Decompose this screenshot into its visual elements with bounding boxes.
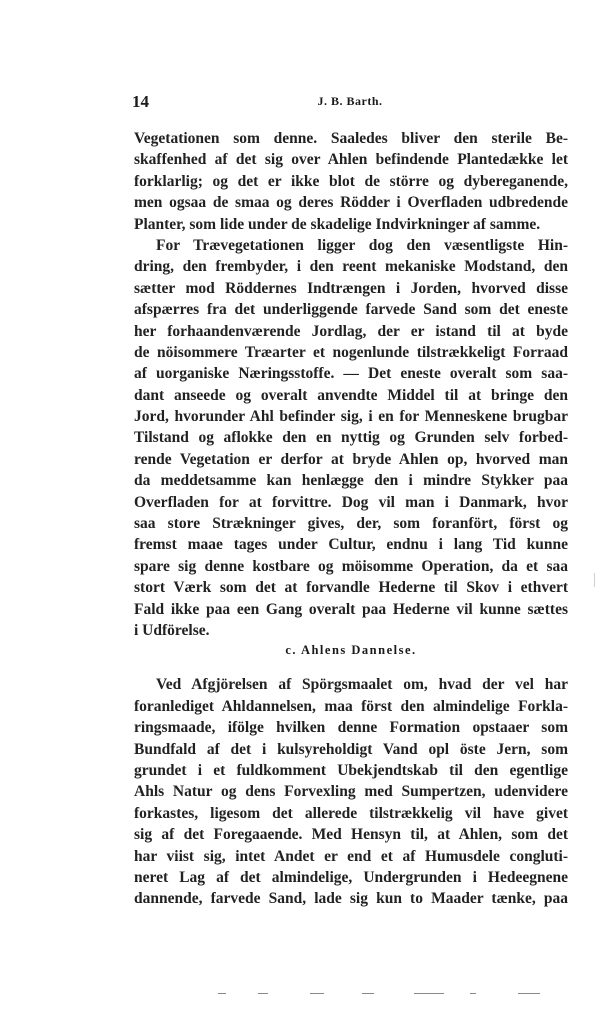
- text-line: grundet i et fuldkomment Ubekjendtskab til den egentlige: [134, 761, 568, 779]
- text-line: Planter, som lide under de skadelige Indvirkninger af samme.: [134, 215, 541, 233]
- text-line: forkastes, ligesom det allerede tilstrækkelig vil have givet: [134, 804, 568, 822]
- text-line: sig af det Foregaaende. Med Hensyn til, at Ahlen, som det: [134, 826, 568, 844]
- text-line: foranlediget Ahldannelsen, maa först den almindelige Forkla-: [134, 697, 568, 715]
- text-line: Bundfald af det i kulsyreholdigt Vand opl öste Jern, som: [134, 740, 568, 758]
- text-line: i Udförelse.: [134, 621, 210, 639]
- text-line: Ahls Natur og dens Forvexling med Sumpertzen, udenvidere: [134, 783, 568, 801]
- footer-scan-marks: [218, 990, 548, 998]
- text-line: ringsmaade, ifölge hvilken denne Formation opstaaer som: [134, 719, 568, 737]
- text-line: Jord, hvorunder Ahl befinder sig, i en for Menneskene brugbar: [134, 408, 568, 426]
- text-line: sætter mod Röddernes Indtrængen i Jorden, hvorved disse: [134, 279, 568, 297]
- text-line: For Trævegetationen ligger dog den væsentligste Hin-: [156, 236, 568, 254]
- text-line: de nöisommere Træarter et nogenlunde tilstrækkeligt Forraad: [134, 343, 568, 361]
- page-header: [132, 92, 568, 114]
- text-line: rende Vegetation er derfor at bryde Ahlen op, hvorved man: [134, 450, 568, 468]
- paragraph-3: [134, 674, 568, 909]
- text-line: fremst maae tages under Cultur, endnu i lang Tid kunne: [134, 536, 568, 554]
- text-line: saa store Strækninger gives, der, som foranfört, först og: [134, 515, 568, 533]
- text-line: da meddetsamme kan henlægge den i mindre Stykker paa: [134, 472, 568, 490]
- text-line: forklarlig; og det er ikke blot de större og dybereganende,: [134, 172, 568, 190]
- text-line: Fald ikke paa een Gang overalt paa Hederne vil kunne sættes: [134, 600, 568, 618]
- paragraph-2: [134, 235, 568, 641]
- page-body: [134, 128, 568, 910]
- text-line: Overfladen for at forvittre. Dog vil man i Danmark, hvor: [134, 493, 568, 511]
- text-line: dring, den frembyder, i den reent mekaniske Modstand, den: [134, 258, 568, 276]
- page-number: 14: [132, 92, 149, 111]
- text-line: neret Lag af det almindelige, Undergrunden i Hedeegnene: [134, 868, 568, 886]
- text-line: Ved Afgjörelsen af Spörgsmaalet om, hvad der vel har: [156, 676, 568, 694]
- text-line: Vegetationen som denne. Saaledes bliver den sterile Be-: [134, 130, 568, 147]
- text-line: afspærres fra det underliggende farvede Sand som det eneste: [134, 301, 568, 319]
- text-line: af uorganiske Næringsstoffe. — Det eneste overalt som saa-: [134, 365, 568, 383]
- text-line: dant anseede og overalt anvendte Middel til at bringe den: [134, 386, 568, 404]
- text-line: har viist sig, intet Andet er end et af Humusdele congluti-: [134, 847, 568, 865]
- paragraph-1: [134, 128, 568, 235]
- text-line: stort Værk som det at forvandle Hederne til Skov i ethvert: [134, 579, 568, 597]
- text-line: spare sig denne kostbare og möisomme Operation, da et saa: [134, 557, 568, 575]
- margin-speck: [594, 573, 595, 587]
- text-line: dannende, farvede Sand, lade sig kun to Maader tænke, paa: [134, 890, 568, 908]
- running-head: J. B. Barth.: [317, 94, 383, 108]
- text-line: Tilstand og aflokke den en nyttig og Grunden selv forbed-: [134, 429, 568, 447]
- section-heading: c. Ahlens Dannelse.: [285, 643, 417, 658]
- text-line: her forhaandenværende Jordlag, der er istand til at byde: [134, 322, 568, 340]
- text-line: skaffenhed af det sig over Ahlen befindende Plantedække let: [134, 151, 568, 169]
- text-line: men ogsaa de smaa og deres Rödder i Overfladen udbredende: [134, 194, 568, 212]
